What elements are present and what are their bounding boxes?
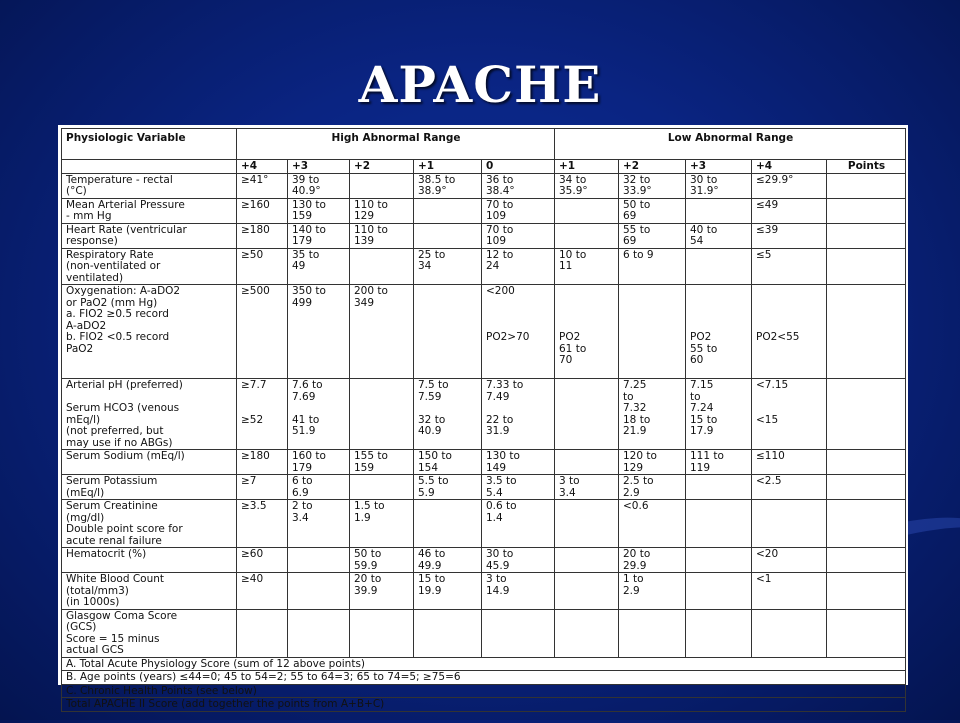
table-row (62, 475, 906, 500)
apache-table-image (58, 125, 908, 710)
score-cell: ≥60 (237, 548, 288, 573)
variable-name-cell: Oxygenation: A-aDO2 or PaO2 (mm Hg) a. FIO2 ≥0.5 record A-aDO2 b. FIO2 <0.5 record PaO2 (62, 285, 237, 379)
score-cell: PO2<55 (752, 285, 827, 379)
score-cell: 7.25 to 7.32 18 to 21.9 (619, 379, 686, 450)
score-cell: ≥50 (237, 248, 288, 285)
score-cell: 155 to 159 (350, 450, 414, 475)
header-physiologic-variable: Physiologic Variable (62, 129, 237, 160)
scale-header-cell: +4 (237, 160, 288, 174)
score-cell: 50 to 59.9 (350, 548, 414, 573)
summary-cell: A. Total Acute Physiology Score (sum of 12 above points) (62, 657, 906, 671)
score-cell: 200 to 349 (350, 285, 414, 379)
score-cell: 32 to 33.9° (619, 173, 686, 198)
scale-header-row (62, 160, 906, 174)
variable-name-cell: Respiratory Rate (non-ventilated or ventilated) (62, 248, 237, 285)
score-cell: <1 (752, 573, 827, 610)
score-cell: 0.6 to 1.4 (482, 500, 555, 548)
score-cell: ≥500 (237, 285, 288, 379)
score-cell (288, 548, 350, 573)
header-high-abnormal: High Abnormal Range (237, 129, 555, 160)
score-cell (827, 450, 906, 475)
table-row (62, 223, 906, 248)
table-footer (62, 657, 906, 711)
score-cell: 34 to 35.9° (555, 173, 619, 198)
table-row (62, 248, 906, 285)
score-cell (414, 500, 482, 548)
scale-header-cell: +2 (350, 160, 414, 174)
score-cell (414, 285, 482, 379)
score-cell: ≥41° (237, 173, 288, 198)
score-cell (350, 173, 414, 198)
score-cell (827, 173, 906, 198)
score-cell: 1 to 2.9 (619, 573, 686, 610)
score-cell: 3 to 14.9 (482, 573, 555, 610)
scale-header-cell: +1 (555, 160, 619, 174)
scale-header-cell: +3 (288, 160, 350, 174)
score-cell: 38.5 to 38.9° (414, 173, 482, 198)
table-row (62, 379, 906, 450)
score-cell: 2.5 to 2.9 (619, 475, 686, 500)
score-cell: 6 to 9 (619, 248, 686, 285)
score-cell: ≥7 (237, 475, 288, 500)
summary-row (62, 698, 906, 712)
score-cell: 110 to 129 (350, 198, 414, 223)
score-cell (350, 379, 414, 450)
table-row (62, 548, 906, 573)
score-cell: 20 to 29.9 (619, 548, 686, 573)
scale-header-cell: Points (827, 160, 906, 174)
score-cell: PO2 55 to 60 (686, 285, 752, 379)
scale-header-cell: +3 (686, 160, 752, 174)
score-cell: 15 to 19.9 (414, 573, 482, 610)
variable-name-cell: Arterial pH (preferred) Serum HCO3 (venous mEq/l) (not preferred, but may use if no ABGs) (62, 379, 237, 450)
score-cell: 12 to 24 (482, 248, 555, 285)
summary-cell: C. Chronic Health Points (see below) (62, 684, 906, 698)
score-cell: 6 to 6.9 (288, 475, 350, 500)
score-cell (555, 198, 619, 223)
score-cell: 70 to 109 (482, 223, 555, 248)
slide-title: APACHE (358, 55, 602, 114)
score-cell: 50 to 69 (619, 198, 686, 223)
score-cell: ≥180 (237, 450, 288, 475)
group-header-row (62, 129, 906, 160)
score-cell (827, 573, 906, 610)
score-cell (350, 609, 414, 657)
score-cell: 39 to 40.9° (288, 173, 350, 198)
score-cell: ≥160 (237, 198, 288, 223)
score-cell: ≤5 (752, 248, 827, 285)
score-cell (288, 573, 350, 610)
header-low-abnormal: Low Abnormal Range (555, 129, 906, 160)
score-cell (827, 609, 906, 657)
score-cell (827, 285, 906, 379)
score-cell (827, 475, 906, 500)
variable-name-cell: Hematocrit (%) (62, 548, 237, 573)
score-cell (686, 500, 752, 548)
summary-cell: Total APACHE II Score (add together the points from A+B+C) (62, 698, 906, 712)
score-cell: 110 to 139 (350, 223, 414, 248)
score-cell (288, 609, 350, 657)
score-cell (350, 248, 414, 285)
score-cell: 30 to 45.9 (482, 548, 555, 573)
score-cell: 111 to 119 (686, 450, 752, 475)
score-cell (827, 248, 906, 285)
score-cell: 350 to 499 (288, 285, 350, 379)
variable-name-cell: Heart Rate (ventricular response) (62, 223, 237, 248)
score-cell (555, 548, 619, 573)
score-cell: 2 to 3.4 (288, 500, 350, 548)
table-body (62, 173, 906, 657)
score-cell: 5.5 to 5.9 (414, 475, 482, 500)
score-cell: <0.6 (619, 500, 686, 548)
summary-row (62, 671, 906, 685)
table-row (62, 285, 906, 379)
score-cell (686, 248, 752, 285)
score-cell (350, 475, 414, 500)
score-cell: <2.5 (752, 475, 827, 500)
score-cell (827, 379, 906, 450)
score-cell: 70 to 109 (482, 198, 555, 223)
score-cell: 7.15 to 7.24 15 to 17.9 (686, 379, 752, 450)
summary-cell: B. Age points (years) ≤44=0; 45 to 54=2; 55 to 64=3; 65 to 74=5; ≥75=6 (62, 671, 906, 685)
score-cell (752, 500, 827, 548)
score-cell (827, 198, 906, 223)
score-cell (414, 198, 482, 223)
score-cell (482, 609, 555, 657)
score-cell (555, 223, 619, 248)
score-cell: 3 to 3.4 (555, 475, 619, 500)
score-cell: PO2 61 to 70 (555, 285, 619, 379)
score-cell: ≥40 (237, 573, 288, 610)
score-cell (555, 500, 619, 548)
variable-name-cell: Serum Creatinine (mg/dl) Double point score for acute renal failure (62, 500, 237, 548)
score-cell (686, 548, 752, 573)
score-cell: 1.5 to 1.9 (350, 500, 414, 548)
score-cell: 7.5 to 7.59 32 to 40.9 (414, 379, 482, 450)
score-cell (686, 609, 752, 657)
score-cell (555, 609, 619, 657)
score-cell: 130 to 159 (288, 198, 350, 223)
score-cell: 35 to 49 (288, 248, 350, 285)
table-row (62, 573, 906, 610)
score-cell: 160 to 179 (288, 450, 350, 475)
score-cell: ≤110 (752, 450, 827, 475)
score-cell: <200 PO2>70 (482, 285, 555, 379)
table-row (62, 609, 906, 657)
score-cell: 120 to 129 (619, 450, 686, 475)
score-cell: 3.5 to 5.4 (482, 475, 555, 500)
scale-header-cell: +4 (752, 160, 827, 174)
score-cell: ≤29.9° (752, 173, 827, 198)
score-cell (827, 223, 906, 248)
variable-name-cell: Glasgow Coma Score (GCS) Score = 15 minus actual GCS (62, 609, 237, 657)
score-cell (686, 573, 752, 610)
score-cell: ≥3.5 (237, 500, 288, 548)
score-cell: ≤49 (752, 198, 827, 223)
table-row (62, 500, 906, 548)
score-cell (619, 609, 686, 657)
score-cell: 55 to 69 (619, 223, 686, 248)
variable-name-cell: White Blood Count (total/mm3) (in 1000s) (62, 573, 237, 610)
scale-header-cell: +2 (619, 160, 686, 174)
score-cell (827, 500, 906, 548)
score-cell (555, 379, 619, 450)
scale-header-cell: +1 (414, 160, 482, 174)
variable-name-cell: Mean Arterial Pressure - mm Hg (62, 198, 237, 223)
variable-name-cell: Temperature - rectal (°C) (62, 173, 237, 198)
summary-row (62, 657, 906, 671)
score-cell (686, 475, 752, 500)
score-cell (619, 285, 686, 379)
score-cell: <20 (752, 548, 827, 573)
score-cell (237, 609, 288, 657)
score-cell (414, 609, 482, 657)
score-cell (752, 609, 827, 657)
score-cell: 20 to 39.9 (350, 573, 414, 610)
score-cell (555, 450, 619, 475)
score-cell: 7.6 to 7.69 41 to 51.9 (288, 379, 350, 450)
variable-name-cell: Serum Sodium (mEq/l) (62, 450, 237, 475)
score-cell: 10 to 11 (555, 248, 619, 285)
table-row (62, 173, 906, 198)
score-cell: 25 to 34 (414, 248, 482, 285)
summary-row (62, 684, 906, 698)
score-cell: ≥180 (237, 223, 288, 248)
score-cell: 7.33 to 7.49 22 to 31.9 (482, 379, 555, 450)
scale-header-cell: 0 (482, 160, 555, 174)
score-cell (686, 198, 752, 223)
table-row (62, 198, 906, 223)
score-cell: 150 to 154 (414, 450, 482, 475)
score-cell: 36 to 38.4° (482, 173, 555, 198)
score-cell: 40 to 54 (686, 223, 752, 248)
score-cell: ≤39 (752, 223, 827, 248)
scale-header-blank (62, 160, 237, 174)
score-cell: <7.15 <15 (752, 379, 827, 450)
score-cell (414, 223, 482, 248)
score-cell (555, 573, 619, 610)
score-cell: 140 to 179 (288, 223, 350, 248)
score-cell: 46 to 49.9 (414, 548, 482, 573)
variable-name-cell: Serum Potassium (mEq/l) (62, 475, 237, 500)
score-cell: 130 to 149 (482, 450, 555, 475)
score-cell: ≥7.7 ≥52 (237, 379, 288, 450)
score-cell (827, 548, 906, 573)
table-row (62, 450, 906, 475)
apache-score-table (61, 128, 906, 712)
score-cell: 30 to 31.9° (686, 173, 752, 198)
